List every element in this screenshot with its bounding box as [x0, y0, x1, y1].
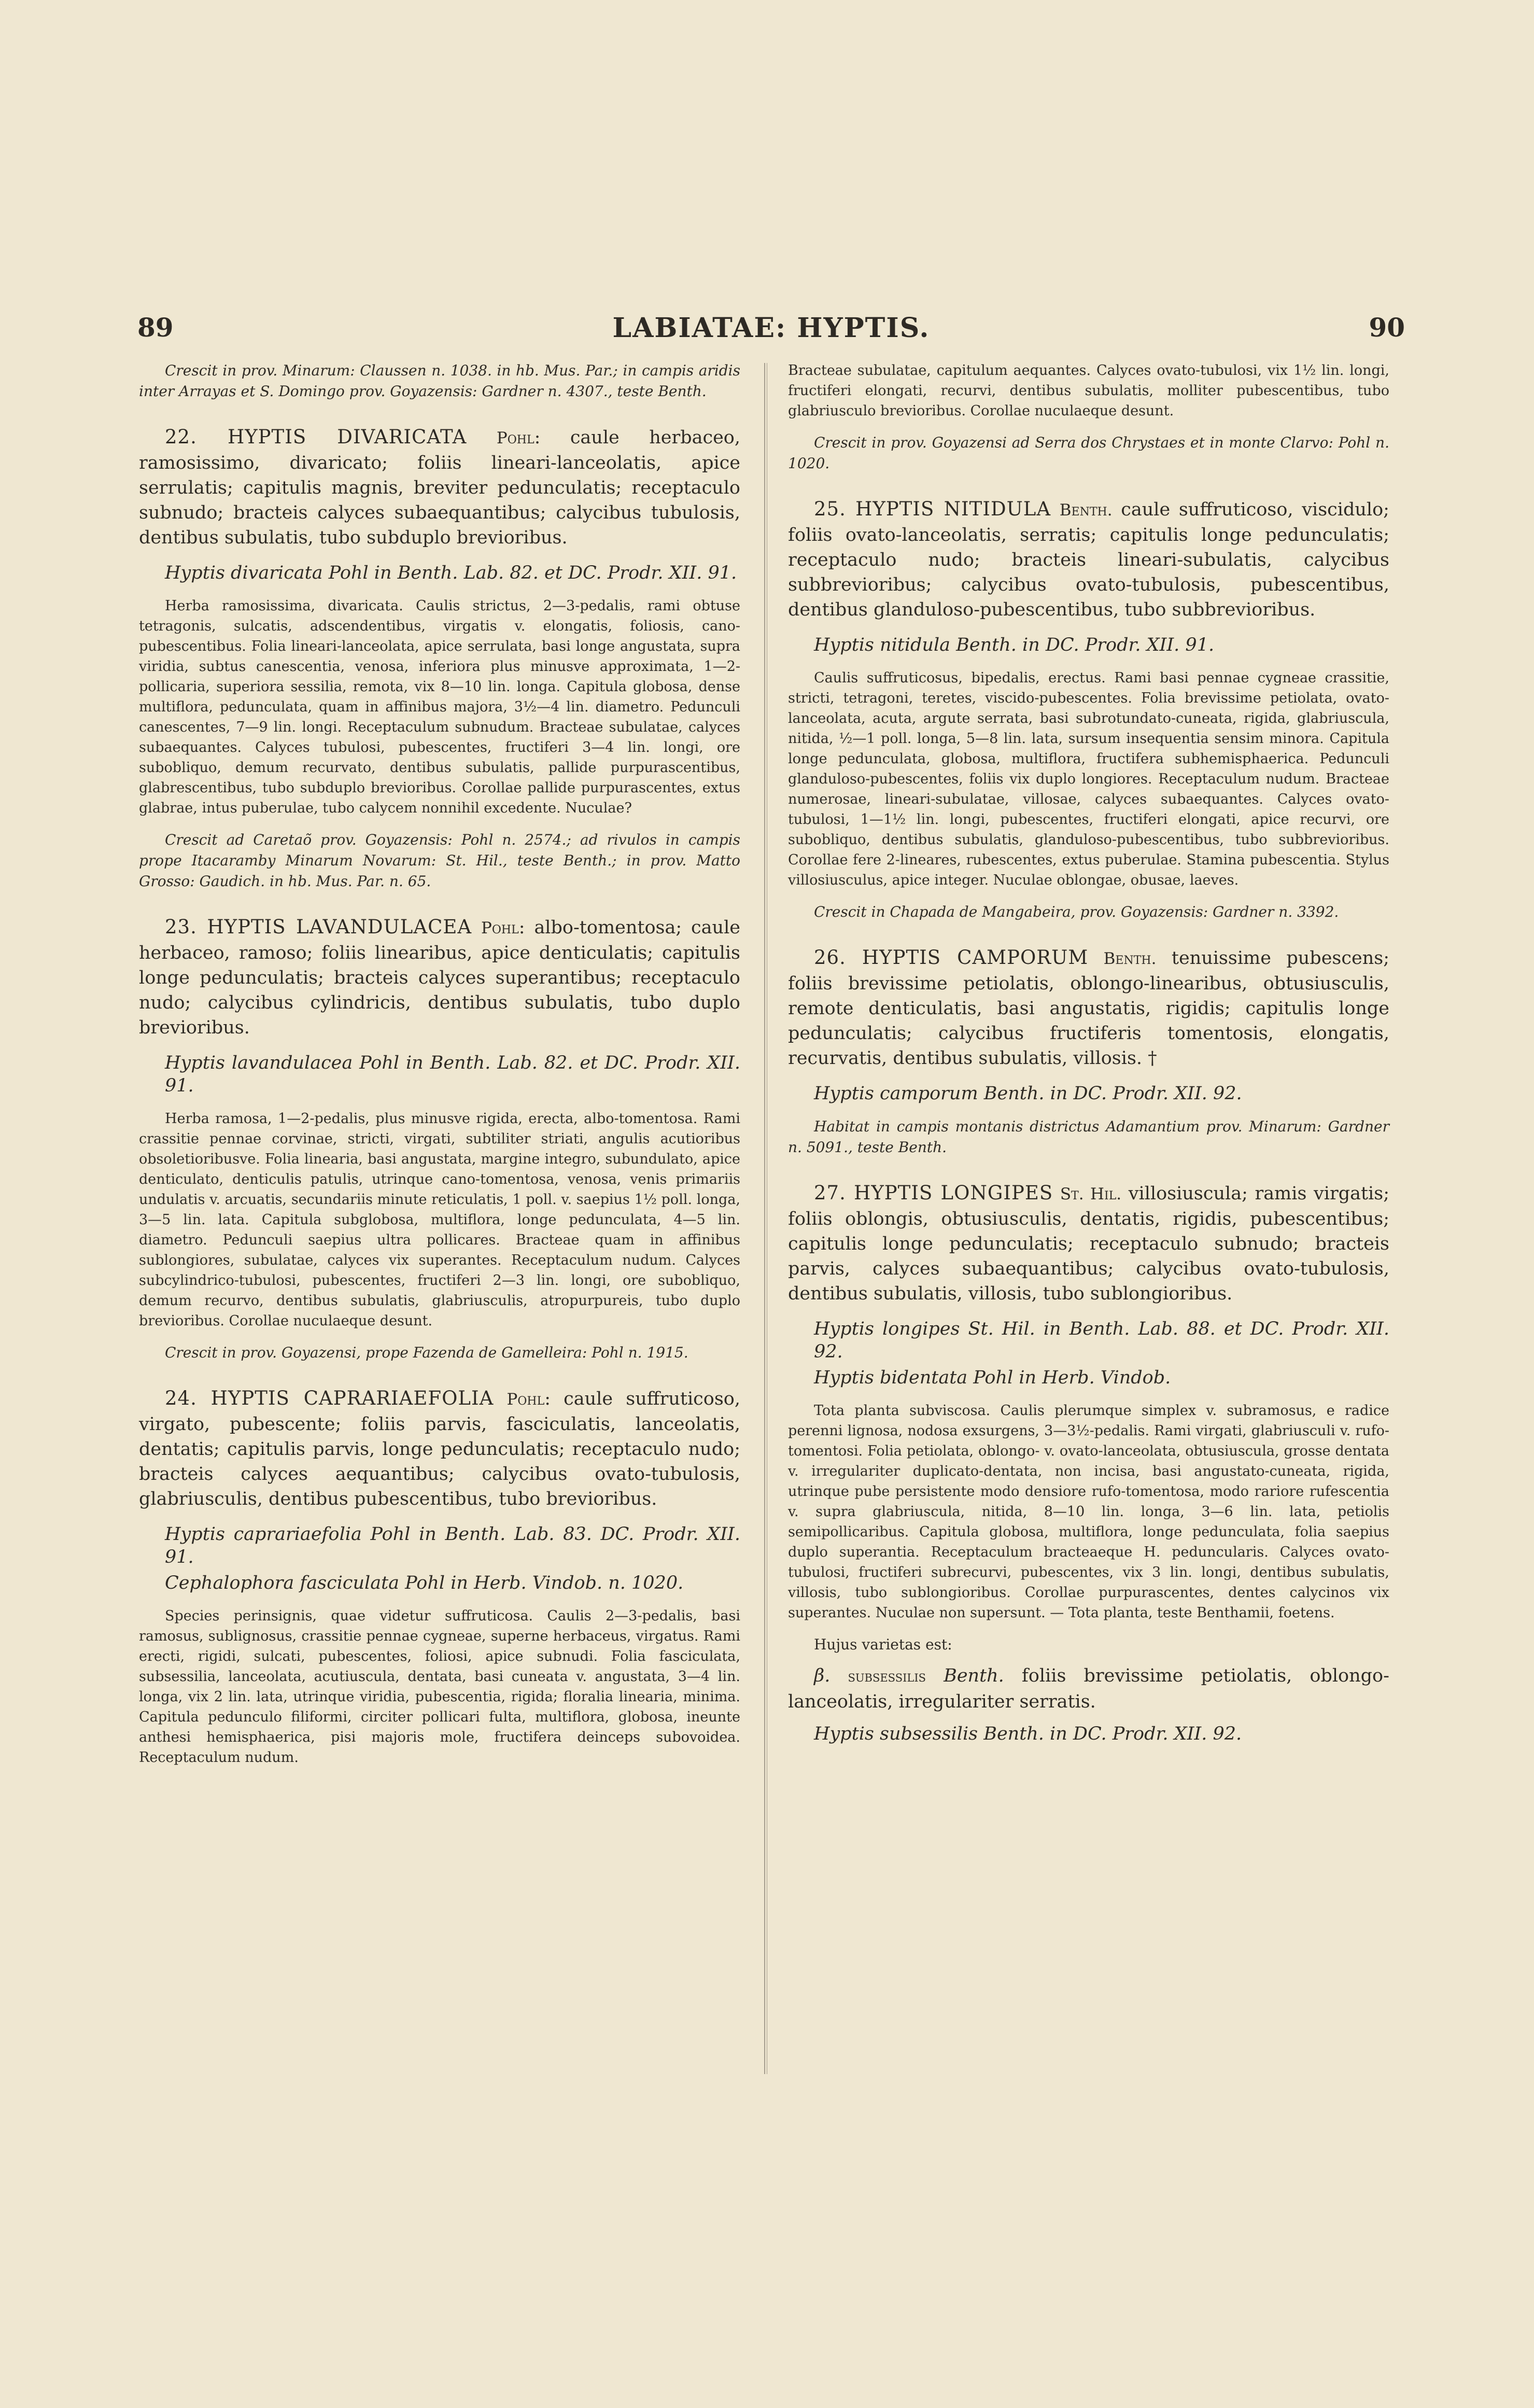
synonym: Hyptis caprariaefolia Pohl in Benth. Lab. 83. DC. Prodr. XII. 91.	[165, 1524, 740, 1567]
species-name: 27. HYPTIS LONGIPES	[814, 1182, 1053, 1204]
synonym: Hyptis camporum Benth. in DC. Prodr. XII. 92.	[814, 1083, 1242, 1104]
species-name: 24. HYPTIS CAPRARIAEFOLIA	[165, 1387, 494, 1409]
species-description-continued: Bracteae subulatae, capitulum aequantes. Calyces ovato-tubulosi, vix 1½ lin. longi, fructiferi elongati, recurvi, dentibus subulatis, molliter pubescentibus, tubo glabriusculo brevioribus. Corollae nuculaeque desunt.	[788, 362, 1389, 419]
variety-author: Benth.	[944, 1665, 1004, 1686]
synonym: Hyptis longipes St. Hil. in Benth. Lab. 88. et DC. Prodr. XII. 92.	[814, 1319, 1389, 1362]
species-27	[788, 1181, 1389, 1306]
species-author: Benth.	[1059, 501, 1113, 520]
variety-diagnosis: foliis brevissime petiolatis, oblongo-lanceolatis, irregulariter serratis.	[788, 1665, 1389, 1712]
species-diagnosis: caule suffruticoso, viscidulo; foliis ovato-lanceolatis, serratis; capitulis longe pedunculatis; receptaculo nudo; bracteis lineari-subulatis, calycibus subbrevioribus; calycibus ovato-tubulosis, pubescentibus, dentibus glanduloso-pubescentibus, tubo subbrevioribus.	[788, 499, 1389, 620]
habitat-note: Crescit in prov. Goyazensi, prope Fazenda de Gamelleira: Pohl n. 1915.	[165, 1344, 688, 1361]
species-description: Caulis suffruticosus, bipedalis, erectus. Rami basi pennae cygneae crassitie, stricti, tetragoni, teretes, viscido-pubescentes. Folia brevissime petiolata, ovato-lanceolata, acuta, argute serrata, basi subrotundato-cuneata, rigida, glabriuscula, nitida, ½—1 poll. longa, 5—8 lin. lata, sursum insequentia sensim minora. Capitula longe pedunculata, globosa, multiflora, fructifera subhemisphaerica. Pedunculi glanduloso-pubescentes, foliis vix duplo longiores. Receptaculum nudum. Bracteae numerosae, lineari-subulatae, villosae, calyces subaequantes. Calyces ovato-tubulosi, 1—1½ lin. longi, pubescentes, fructiferi elongati, apice recurvi, ore subobliquo, dentibus subulatis, glanduloso-pubescentibus, tubo subbrevioribus. Corollae fere 2-lineares, rubescentes, extus puberulae. Stamina pubescentia. Stylus villosiusculus, apice integer. Nuculae oblongae, obusae, laeves.	[788, 670, 1389, 888]
species-25	[788, 497, 1389, 622]
column-divider	[764, 363, 767, 2074]
species-author: Pohl	[481, 919, 519, 937]
variety-heading: Hujus varietas est:	[814, 1636, 952, 1653]
species-name: 22. HYPTIS DIVARICATA	[165, 426, 467, 448]
species-diagnosis: : caule herbaceo, ramosissimo, divaricato; foliis lineari-lanceolatis, apice serrulatis; capitulis magnis, breviter pedunculatis; receptaculo subnudo; bracteis calyces subaequantibus; calycibus tubulosis, dentibus subulatis, tubo subduplo brevioribus.	[139, 427, 740, 548]
species-description: Tota planta subviscosa. Caulis plerumque simplex v. subramosus, e radice perenni lignosa, nodosa exsurgens, 3—3½-pedalis. Rami virgati, glabriusculi v. rufo-tomentosi. Folia petiolata, oblongo- v. ovato-lanceolata, obtusiuscula, grosse dentata v. irregulariter duplicato-dentata, non incisa, basi angustato-cuneata, rigida, utrinque pube persistente modo densiore rufo-tomentosa, modo rariore rufescentia v. supra glabriuscula, nitida, 8—10 lin. longa, 3—6 lin. lata, petiolis semipollicaribus. Capitula globosa, multiflora, longe pedunculata, folia saepius duplo superantia. Receptaculum bracteaeque H. peduncularis. Calyces ovato-tubulosi, fructiferi subrecurvi, pubescentes, vix 3 lin. longi, dentibus subulatis, villosis, tubo sublongioribus. Corollae purpurascentes, dentes calycinos vix superantes. Nuculae non supersunt. — Tota planta, teste Benthamii, foetens.	[788, 1403, 1389, 1621]
variety-entry	[788, 1663, 1389, 1714]
species-author: Benth.	[1103, 949, 1157, 968]
species-name: 23. HYPTIS LAVANDULACEA	[165, 916, 472, 938]
habitat-note: Crescit in prov. Goyazensi ad Serra dos Chrystaes et in monte Clarvo: Pohl n. 1020.	[788, 434, 1389, 472]
species-author: Pohl	[506, 1390, 545, 1409]
synonym: Cephalophora fasciculata Pohl in Herb. Vindob. n. 1020.	[165, 1573, 684, 1593]
species-24	[139, 1386, 740, 1511]
species-description: Species perinsignis, quae videtur suffruticosa. Caulis 2—3-pedalis, basi ramosus, sublignosus, crassitie pennae cygneae, superne herbaceus, virgatus. Rami erecti, rigidi, sulcati, pubescentes, foliosi, apice subnudi. Folia fasciculata, subsessilia, lanceolata, acutiuscula, dentata, basi cuneata v. angustata, 3—4 lin. longa, vix 2 lin. lata, utrinque viridia, pubescentia, rigida; floralia linearia, minima. Capitula pedunculo filiformi, circiter pollicari fulta, multiflora, globosa, ineunte anthesi hemisphaerica, pisi majoris mole, fructifera deinceps subovoidea. Receptaculum nudum.	[139, 1608, 740, 1766]
species-26	[788, 945, 1389, 1071]
synonym: Hyptis divaricata Pohl in Benth. Lab. 82. et DC. Prodr. XII. 91.	[165, 563, 737, 583]
habitat-note: Habitat in campis montanis districtus Adamantium prov. Minarum: Gardner n. 5091., teste Benth.	[788, 1118, 1389, 1156]
page-number-left: 89	[137, 312, 174, 343]
right-column	[788, 360, 1389, 1757]
species-author: St. Hil.	[1060, 1185, 1122, 1203]
species-name: 25. HYPTIS NITIDULA	[814, 498, 1051, 520]
variety-name: subsessilis	[848, 1668, 926, 1686]
synonym: Hyptis lavandulacea Pohl in Benth. Lab. 82. et DC. Prodr. XII. 91.	[165, 1053, 740, 1096]
page-header	[137, 307, 1405, 354]
synonym: Hyptis bidentata Pohl in Herb. Vindob.	[814, 1367, 1171, 1388]
variety-letter: β.	[814, 1665, 831, 1686]
synonym: Hyptis nitidula Benth. in DC. Prodr. XII. 91.	[814, 635, 1215, 655]
species-name: 26. HYPTIS CAMPORUM	[814, 946, 1089, 969]
habitat-note: Crescit ad Caretaõ prov. Goyazensis: Pohl n. 2574.; ad rivulos in campis prope Itacaramby Minarum Novarum: St. Hil., teste Benth.; in prov. Matto Grosso: Gaudich. in hb. Mus. Par. n. 65.	[139, 831, 740, 890]
page-number-right: 90	[1369, 312, 1405, 343]
species-23	[139, 915, 740, 1040]
left-column	[139, 360, 740, 1779]
species-description: Herba ramosissima, divaricata. Caulis strictus, 2—3-pedalis, rami obtuse tetragonis, sulcatis, adscendentibus, virgatis v. elongatis, foliosis, cano-pubescentibus. Folia lineari-lanceolata, apice serrulata, basi longe angustata, supra viridia, subtus canescentia, venosa, inferiora plus minusve approximata, 1—2-pollicaria, superiora sessilia, remota, vix 8—10 lin. longa. Capitula globosa, dense multiflora, pedunculata, quam in affinibus majora, 3½—4 lin. diametro. Pedunculi canescentes, 7—9 lin. longi. Receptaculum subnudum. Bracteae subulatae, calyces subaequantes. Calyces tubulosi, pubescentes, fructiferi 3—4 lin. longi, ore subobliquo, demum recurvato, dentibus subulatis, pallide purpurascentibus, glabrescentibus, tubo subduplo brevioribus. Corollae pallide purpurascentes, extus glabrae, intus puberulae, tubo calycem nonnihil excedente. Nuculae?	[139, 598, 740, 816]
species-diagnosis: tenuissime pubescens; foliis brevissime petiolatis, oblongo-linearibus, obtusiusculis, remote denticulatis, basi angustatis, rigidis; capitulis longe pedunculatis; calycibus fructiferis tomentosis, elongatis, recurvatis, dentibus subulatis, villosis. †	[788, 948, 1389, 1069]
running-title: LABIATAE: HYPTIS.	[612, 312, 930, 344]
species-diagnosis: : caule suffruticoso, virgato, pubescente; foliis parvis, fasciculatis, lanceolatis, dentatis; capitulis parvis, longe pedunculatis; receptaculo nudo; bracteis calyces aequantibus; calycibus ovato-tubulosis, glabriusculis, dentibus pubescentibus, tubo brevioribus.	[139, 1389, 740, 1509]
species-diagnosis: : albo-tomentosa; caule herbaceo, ramoso; foliis linearibus, apice denticulatis; capitulis longe pedunculatis; bracteis calyces superantibus; receptaculo nudo; calycibus cylindricis, dentibus subulatis, tubo duplo brevioribus.	[139, 917, 740, 1038]
species-author: Pohl	[496, 429, 534, 447]
species-diagnosis: villosiuscula; ramis virgatis; foliis oblongis, obtusiusculis, dentatis, rigidis, pubescentibus; capitulis longe pedunculatis; receptaculo subnudo; bracteis parvis, calyces subaequantibus; calycibus ovato-tubulosis, dentibus subulatis, villosis, tubo sublongioribus.	[788, 1183, 1389, 1304]
synonym: Hyptis subsessilis Benth. in DC. Prodr. XII. 92.	[814, 1724, 1242, 1744]
habitat-note: Crescit in Chapada de Mangabeira, prov. Goyazensis: Gardner n. 3392.	[814, 903, 1339, 920]
species-description: Herba ramosa, 1—2-pedalis, plus minusve rigida, erecta, albo-tomentosa. Rami crassitie pennae corvinae, stricti, virgati, subtiliter striati, angulis acutioribus obsoletioribusve. Folia linearia, basi angustata, margine integro, subundulato, apice denticulato, denticulis patulis, utrinque cano-tomentosa, venosa, venis primariis undulatis v. arcuatis, secundariis minute reticulatis, 1 poll. v. saepius 1½ poll. longa, 3—5 lin. lata. Capitula subglobosa, multiflora, longe pedunculata, 4—5 lin. diametro. Pedunculi saepius ultra pollicares. Bracteae quam in affinibus sublongiores, subulatae, calyces vix superantes. Receptaculum nudum. Calyces subcylindrico-tubulosi, pubescentes, fructiferi 2—3 lin. longi, ore subobliquo, demum recurvo, dentibus subulatis, glabriusculis, atropurpureis, tubo duplo brevioribus. Corollae nuculaeque desunt.	[139, 1111, 740, 1329]
habitat-note: Crescit in prov. Minarum: Claussen n. 1038. in hb. Mus. Par.; in campis aridis inter Arrayas et S. Domingo prov. Goyazensis: Gardner n. 4307., teste Benth.	[139, 362, 740, 400]
species-22	[139, 425, 740, 550]
